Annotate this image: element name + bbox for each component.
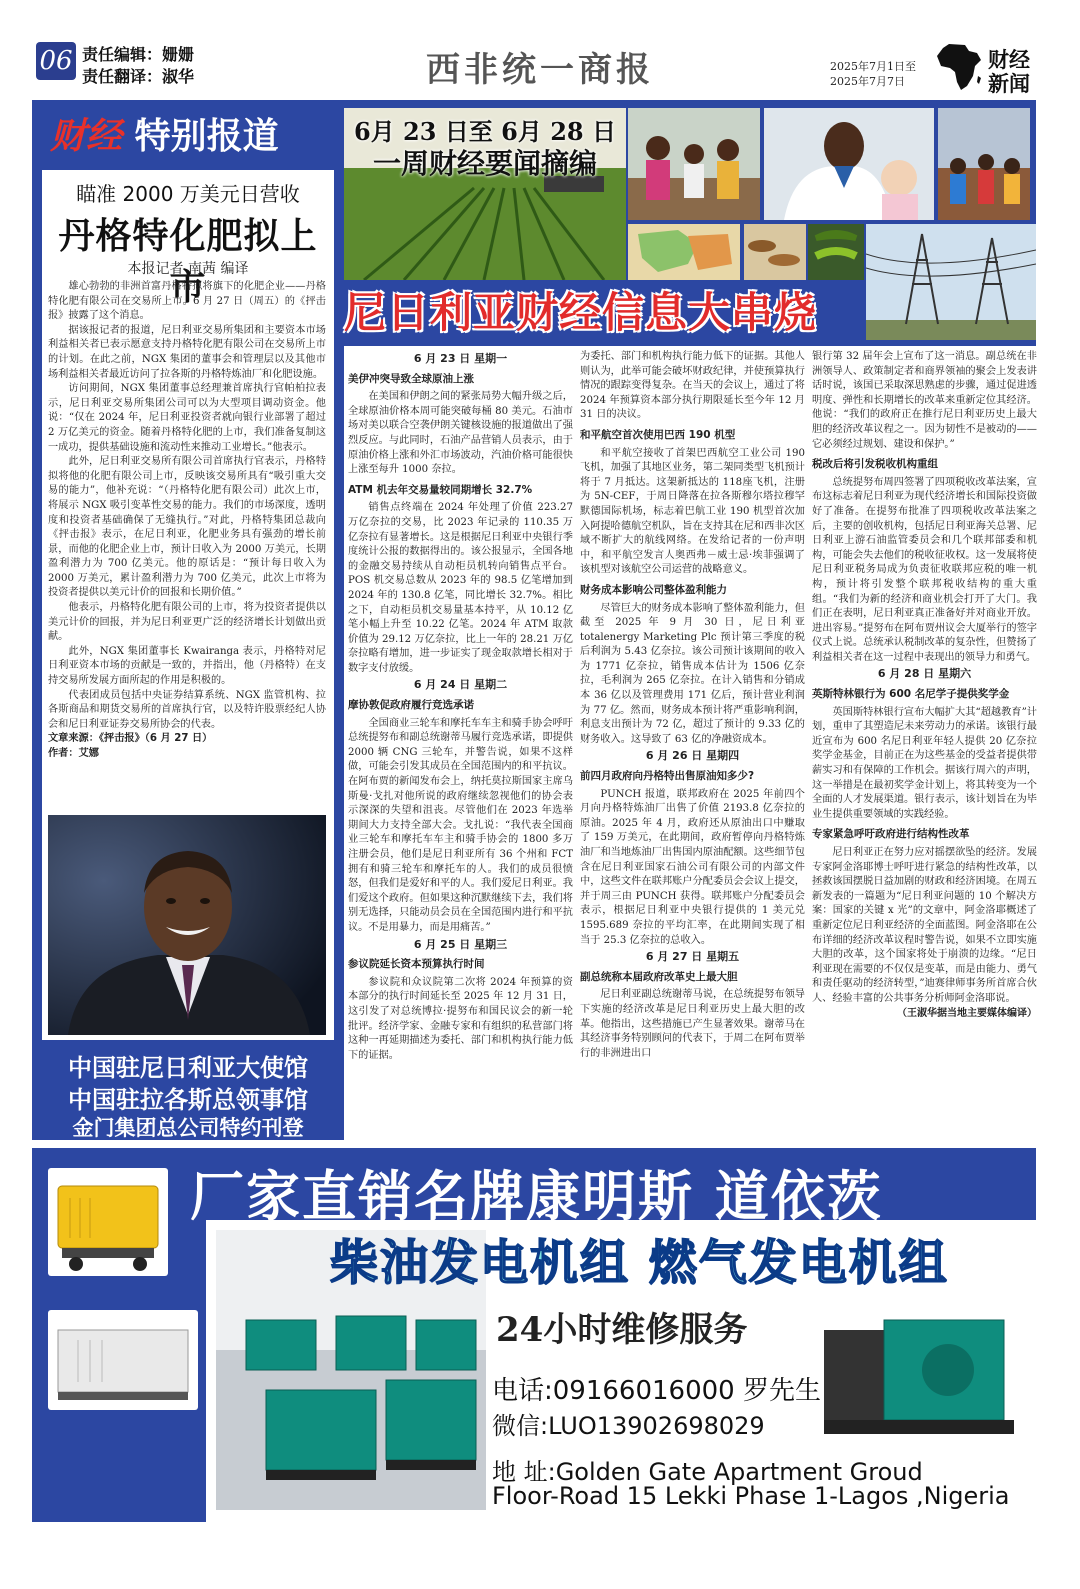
news-headline: 英斯特林银行为 600 名尼学子提供奖学金 <box>812 688 1010 701</box>
news-paragraph: 总统提努布周四签署了四项税收改革法案，宣布这标志着尼日利亚为现代经济增长和国际投资做好了准备。在提努布批准了四项税收改革法案之后，主要的创收机构，包括尼日利亚海关总署、尼日利亚上游石油监管委员会和几个联邦部委和机构，可能会失去他们的税收征收权。这一发展将使尼日利亚税务局成为负责征收联邦应税的唯一机构，预计将引发整个联邦税收结构的重大重组。“我们为新的经济和商业机会打开了大门。我们正在表明，尼日利亚真正准备好并对商业开放。进出容易。”提努布在阿布贾州议会大厦举行的签字仪式上说。总统承认税制改革的复杂性，但赞扬了利益相关者在这一过程中表现出的领导力和勇气。 <box>812 476 1037 663</box>
lead-paragraph: 据该报记者的报道，尼日利亚交易所集团和主要资本市场利益相关者已表示愿意支持丹格特化肥有限公司在交易所上市的计划。在此之前，NGX 集团的董事会和管理层以及其他市场利益相关者最近访问了拉各斯的丹格特炼油厂和化肥设施。 <box>48 324 326 380</box>
green-generator-image <box>818 1300 1028 1460</box>
photo-power-lines <box>866 224 1036 340</box>
news-paragraph: 英国斯特林银行宣布大幅扩大其“超越教育”计划，重申了其塑造尼未来劳动力的承诺。该银行最近宣布为 600 名尼日利亚年轻人提供 20 亿奈拉奖学金基金，目前正在为这些基金的受益者提供带薪实习和有保障的工作机会。据该行周六的声明，这一举措是在最初奖学金计划上，将其转变为一个全面的人才发展渠道。银行表示，该计划旨在为毕业生提供重要领域的实践经验。 <box>812 706 1037 820</box>
photo-map <box>628 224 740 280</box>
news-date: 6 月 25 日 星期三 <box>413 937 508 951</box>
week-range: 6月 23 日至 6月 28 日 <box>354 117 616 146</box>
yellow-generator-image <box>48 1168 168 1276</box>
translator-label: 责任翻译 <box>82 67 147 86</box>
lead-author: 作者：艾娜 <box>48 748 99 759</box>
news-headline: ATM 机去年交易量较同期增长 32.7% <box>348 483 533 496</box>
news-date: 6 月 28 日 星期六 <box>877 667 972 681</box>
sponsor-embassy: 中国驻尼日利亚大使馆 <box>68 1054 308 1082</box>
news-paragraph: 尽管巨大的财务成本影响了整体盈利能力，但截至 2025 年 9 月 30 日，尼日利亚 totalenergy Marketing Plc 预计第三季度的税后利润为 5.43 亿奈拉。该公司预计该期间的收入为 1771 亿奈拉，销售成本估计为 1506 亿奈拉，毛利润为 265 亿奈拉。在计入销售和分销成本 36 亿以及管理费用 171 亿后，预计营业利润为 77 亿。然而，财务成本预计将严重影响利润，利息支出预计为 72 亿，超过了预计的 9.33 亿的财务收入。这导致了 63 亿的净融资成本。 <box>580 602 805 745</box>
issue-date-end: 2025年7月7日 <box>830 75 905 88</box>
ad-headline-2: 柴油发电机组 燃气发电机组 <box>330 1235 949 1291</box>
lead-paragraph: 访问期间，NGX 集团董事总经理兼首席执行官帕柏拉表示，尼日利亚交易所集团公司可以为大型项目调动资金。他说：“仅在 2024 年，尼日利亚投资者就向银行业部署了超过 2 万亿美元的资金。随着丹格特化肥的上市，我们准备复制这一成功，提供基础设施和流动性来推动工业增长。”他表示。 <box>48 383 326 453</box>
news-paragraph: 销售点终端在 2024 年处理了价值 223.27 万亿奈拉的交易，比 2023 年记录的 110.35 万亿奈拉有显著增长。这是根据尼日利亚中央银行季度统计公报的数据得出的。该公报显示，全国各地的金融交易持续从自动柜员机转向销售点平台。POS 机交易总数从 2023 年的 98.5 亿笔增加到 2024 年的 130.8 亿笔，同比增长 32.7%。相比之下，自动柜员机交易量基本持平，从 10.12 亿笔小幅上升至 10.22 亿笔。2024 年 ATM 取款价值为 29.12 万亿奈拉，比上一年的 28.21 万亿奈拉略有增加，进一步证实了现金取款增长相对于数字支付放缓。 <box>348 502 573 674</box>
silent-generator-image <box>48 1310 198 1410</box>
news-headline: 副总统称本届政府改革史上最大胆 <box>580 970 738 983</box>
news-date: 6 月 24 日 星期二 <box>413 678 508 692</box>
nigeria-finance-banner: 尼日利亚财经信息大串烧 <box>344 288 818 337</box>
translator-name: 淑华 <box>162 67 195 86</box>
news-paragraph: 尼日利亚正在努力应对摇摆欲坠的经济。发展专家阿金洛耶博士呼吁进行紧急的结构性改革，以拯救该国摆脱日益加剧的财政和经济困境。在周五新发表的一篇题为“尼日利亚问题的 10 个解决方案：国家的关键 x 光”的文章中，阿金洛耶概述了重新定位尼日利亚经济的全面蓝图。阿金洛耶在公布详细的经济改革议程时警告说，如果不立即实施大胆的改革，这个国家将处于崩溃的边缘。“尼日利亚现在需要的不仅仅是变革，而是由能力、勇气和责任驱动的经济转型，”迪赛律师事务所首席合伙人、经验丰富的公共事务分析师阿金洛耶说。 <box>812 847 1037 1004</box>
news-paragraph: 在美国和伊朗之间的紧张局势大幅升级之后，全球原油价格本周可能突破每桶 80 美元。石油市场对美以联合空袭伊朗关键核设施的报道做出了强烈反应。与此同时，石油产品营销人员表示，由于原油价格上涨和外汇市场波动，汽油价格可能很快上涨至每升 1000 奈拉。 <box>348 391 573 476</box>
news-column-3 <box>812 350 1037 1140</box>
lead-paragraph: 雄心勃勃的非洲首富丹格特拟将旗下的化肥企业——丹格特化肥有限公司在交易所上市。6 月 27 日（周五）的《抨击报》披露了这个消息。 <box>48 281 326 322</box>
news-headline: 专家紧急呼吁政府进行结构性改革 <box>812 828 970 841</box>
section-name-2: 新闻 <box>988 72 1030 96</box>
news-headline: 前四月政府向丹格特出售原油知多少? <box>580 770 755 783</box>
news-headline: 美伊冲突导致全球原油上涨 <box>348 372 474 385</box>
news-paragraph: 全国商业三轮车和摩托车车主和骑手协会呼吁总统提努布和副总统谢蒂马履行竞选承诺，即提供 2000 辆 CNG 三轮车，并警告说，如果不这样做，可能会引发其成员在全国范围内的和平抗议。在阿布贾的新闻发布会上，纳托莫拉斯国家主席乌斯曼·戈扎对他所说的政府继续忽视他们的协会表示深深的失望和沮丧。尽管他们在 2023 年选举期间大力支持全部大会。戈扎说：“我代表全国商业三轮车和摩托车车主和骑手协会的 1800 多万注册会员，他们是尼日利亚所有 36 个州和 FCT 拥有和骑三轮车和摩托车的人。我们的成员很愤怒，但我们是爱好和平的人。我们爱尼日利亚。我们爱这个政府。但如果这种沉默继续下去，我们将别无选择，只能动员会员在全国范围内进行和平抗议。不是用暴力，而是用痛苦。” <box>348 717 573 933</box>
special-report-title <box>50 108 330 160</box>
issue-date-start: 2025年7月1日至 <box>830 60 916 73</box>
sponsor-group: 金门集团总公司特约刊登 <box>72 1116 304 1140</box>
news-date: 6 月 23 日 星期一 <box>413 352 508 365</box>
news-headline: 摩协敦促政府履行竞选承诺 <box>348 699 474 712</box>
news-paragraph: 参议院和众议院第二次将 2024 年预算的资本部分的执行时间延长至 2025 年 12 月 31 日，这引发了对总统博拉·提努布和国民议会的新一轮批评。经济学家、金融专家和有组织的私营部门将这种一再延期描述为委托、部门和机构执行能力低下的证据。 <box>348 976 573 1061</box>
sponsor-consulate: 中国驻拉各斯总领事馆 <box>68 1086 308 1114</box>
masthead-title: 西非统一商报 <box>426 50 654 90</box>
dangote-portrait <box>48 815 326 1035</box>
news-headline: 和平航空首次使用巴西 190 机型 <box>580 428 736 441</box>
ad-service: 24小时维修服务 <box>496 1310 748 1350</box>
news-headline: 财务成本影响公司整体盈利能力 <box>580 583 727 596</box>
week-title-block <box>344 108 626 280</box>
special-title-red: 财经 <box>50 116 123 157</box>
news-column-2 <box>580 350 805 1140</box>
news-headline: 税改后将引发税收机构重组 <box>812 458 938 471</box>
lead-paragraph: 他表示，丹格特化肥有限公司的上市，将为投资者提供以美元计价的回报，并为尼日利亚更广泛的经济增长计划做出贡献。 <box>48 602 326 643</box>
lead-byline: 本报记者 南茜 编译 <box>127 261 249 277</box>
news-paragraph: 银行第 32 届年会上宣布了这一消息。副总统在非洲领导人、政策制定者和商界领袖的聚会上发表讲话时说，该国已采取深思熟虑的步骤，通过促进透明度、弹性和长期增长的改革来重新定位其经济。他说：“我们的政府正在推行尼日利亚历史上最大胆的经济改革议程之一。因为韧性不是被动的——它必须经过规划、建设和保护。” <box>812 351 1037 450</box>
ad-phone: 电话:09166016000 罗先生 <box>492 1376 821 1406</box>
news-headline: 参议院延长资本预算执行时间 <box>348 958 485 971</box>
news-column-1 <box>348 350 573 1140</box>
week-subtitle: 一周财经要闻摘编 <box>372 147 597 180</box>
lead-paragraph: 此外，尼日利亚交易所有限公司首席执行官表示，丹格特拟将他的化肥有限公司上市，反映该交易所具有“吸引重大交易的能力”，他补充说：“（丹格特化肥有限公司）此次上市，将展示 NGX 吸引变革性交易的能力。我们的市场深度，透明度和投资者基础确保了无缝执行。”对此，丹格特集团总裁向《抨击报》表示，在尼日利亚，化肥业务具有强劲的增长前景，而他的化肥企业上市，预计日收入为 2000 万美元，长期盈利潜力为 700 亿美元。他的原话是：“预计每日收入为 2000 万美元，累计盈利潜力为 700 亿美元，此次上市将为投资者提供以美元计价的回报和长期价值。” <box>48 456 326 599</box>
lead-body <box>48 280 326 762</box>
lead-paragraph: 代表团成员包括中央证券结算系统、NGX 监管机构、拉各斯商品和期货交易所的首席执行官，以及特许股票经纪人协会和尼日利亚证券交易所协会的代表。 <box>48 689 326 730</box>
editor-label: 责任编辑 <box>82 45 147 64</box>
section-name-1: 财经 <box>988 48 1030 72</box>
lead-source: 文章来源：《抨击报》（6 月 27 日） <box>48 733 213 745</box>
news-paragraph: 为委托、部门和机构执行能力低下的证据。其他人则认为，此举可能会破坏财政纪律，并使预算执行情况的跟踪变得复杂。在当天的会议上，通过了将 2024 年预算资本部分执行期限延长至今年 12 月 31 日的决议。 <box>580 351 805 421</box>
africa-map-icon <box>935 42 983 92</box>
special-title-white: 特别报道 <box>134 116 279 157</box>
ad-headline-1: 厂家直销名牌康明斯 道依茨 <box>190 1165 883 1228</box>
news-paragraph: PUNCH 报道，联邦政府在 2025 年前四个月向丹格特炼油厂出售了价值 2193.8 亿奈拉的原油。2025 年 4 月，政府还从原油出口中赚取了 159 万美元，在此期间，政府暂停向丹格特炼油厂和当地炼油厂出售国内原油配额。这些细节包含在尼日利亚国家石油公司有限公司的内部文件中，这些文件在联邦账户分配委员会会议上提交，并于周三由 PUNCH 获得。联邦账户分配委员会表示，根据尼日利亚中央银行提供的 1 美元兑 1595.689 奈拉的平均汇率，在此期间实现了相当于 25.3 亿奈拉的总收入。 <box>580 788 805 946</box>
news-date: 6 月 27 日 星期五 <box>645 950 740 964</box>
editor-line: 责任编辑：姗姗 <box>82 45 195 64</box>
news-date: 6 月 26 日 星期四 <box>645 749 740 763</box>
photo-plantains <box>808 224 864 280</box>
photo-market <box>938 108 1030 220</box>
editor-name: 姗姗 <box>162 45 195 64</box>
lead-headline: 丹格特化肥拟上市 <box>58 215 318 308</box>
ad-address-1: 地 址:Golden Gate Apartment Groud <box>492 1458 923 1486</box>
page-number: 06 <box>36 42 76 80</box>
news-credit: （王淑华据当地主要媒体编译） <box>897 1007 1037 1019</box>
photo-doctor <box>764 108 934 220</box>
news-paragraph: 尼日利亚副总统谢蒂马说，在总统提努布领导下实施的经济改革是尼日利亚历史上最大胆的改革。他指出，这些措施已产生显著效果。谢蒂马在其经济事务特别顾问的代表下，于周二在阿布贾举行的非洲进出口 <box>580 989 805 1059</box>
ad-wechat: 微信:LUO13902698029 <box>492 1412 765 1440</box>
news-paragraph: 和平航空接收了首架巴西航空工业公司 190 飞机，加强了其地区业务，第二架同类型飞机预计将于 7 月抵达。这架新抵达的 118座飞机，注册为 5N-CEF，于周日降落在拉各斯穆尔塔拉穆罕默德国际机场，标志着巴航工业 190 机型首次加入阿提哈德航空机队，旨在支持其在尼和西非次区域不断扩大的航线网络。在发给记者的一份声明中，和平航空发言人奥西弗－威士忌·埃菲强调了该机型对该航空公司运营的战略意义。 <box>580 447 805 576</box>
translator-line: 责任翻译：淑华 <box>82 67 195 86</box>
lead-paragraph: 此外，NGX 集团董事长 Kwairanga 表示，丹格特对尼日利亚资本市场的贡献是一致的，并指出，他（丹格特）在支持交易所发展方面所起的作用是积极的。 <box>48 645 326 687</box>
photo-families <box>628 108 760 220</box>
photo-cassava <box>744 224 806 280</box>
ad-address-2: Floor-Road 15 Lekki Phase 1-Lagos ,Nigeria <box>492 1482 1010 1510</box>
page-header <box>0 0 1080 100</box>
lead-kicker: 瞄准 2000 万美元日营收 <box>76 182 300 206</box>
